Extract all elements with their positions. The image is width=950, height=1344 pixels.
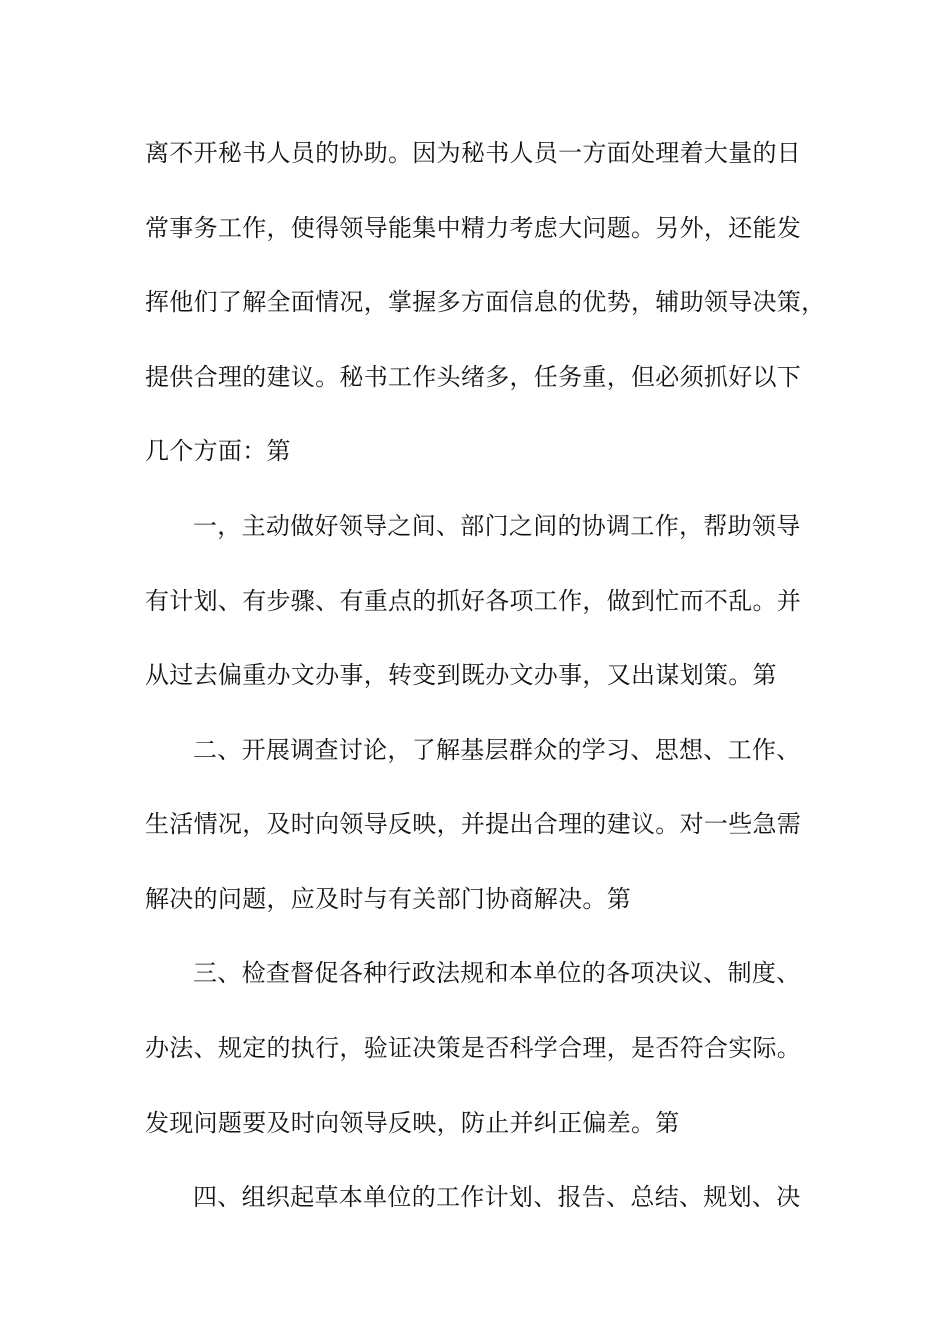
text-line: 办法、规定的执行，验证决策是否科学合理，是否符合实际。 (145, 1034, 802, 1062)
text-line: 常事务工作，使得领导能集中精力考虑大问题。另外，还能发 (145, 214, 802, 242)
text-line: 发现问题要及时向领导反映，防止并纠正偏差。第 (145, 1109, 680, 1137)
text-line: 有计划、有步骤、有重点的抓好各项工作，做到忙而不乱。并 (145, 587, 802, 615)
text-line: 挥他们了解全面情况，掌握多方面信息的优势，辅助领导决策， (145, 288, 826, 316)
text-line: 四、组织起草本单位的工作计划、报告、总结、规划、决 (193, 1183, 801, 1211)
text-line: 提供合理的建议。秘书工作头绪多，任务重，但必须抓好以下 (145, 363, 802, 391)
text-line: 从过去偏重办文办事，转变到既办文办事，又出谋划策。第 (145, 661, 777, 689)
text-line: 三、检查督促各种行政法规和本单位的各项决议、制度、 (193, 959, 801, 987)
text-line: 一，主动做好领导之间、部门之间的协调工作，帮助领导 (193, 512, 801, 540)
text-line: 二、开展调查讨论，了解基层群众的学习、思想、工作、 (193, 736, 801, 764)
text-line: 离不开秘书人员的协助。因为秘书人员一方面处理着大量的日 (145, 139, 802, 167)
text-line: 生活情况，及时向领导反映，并提出合理的建议。对一些急需 (145, 810, 802, 838)
text-line: 几个方面：第 (145, 437, 291, 465)
text-line: 解决的问题，应及时与有关部门协商解决。第 (145, 885, 631, 913)
